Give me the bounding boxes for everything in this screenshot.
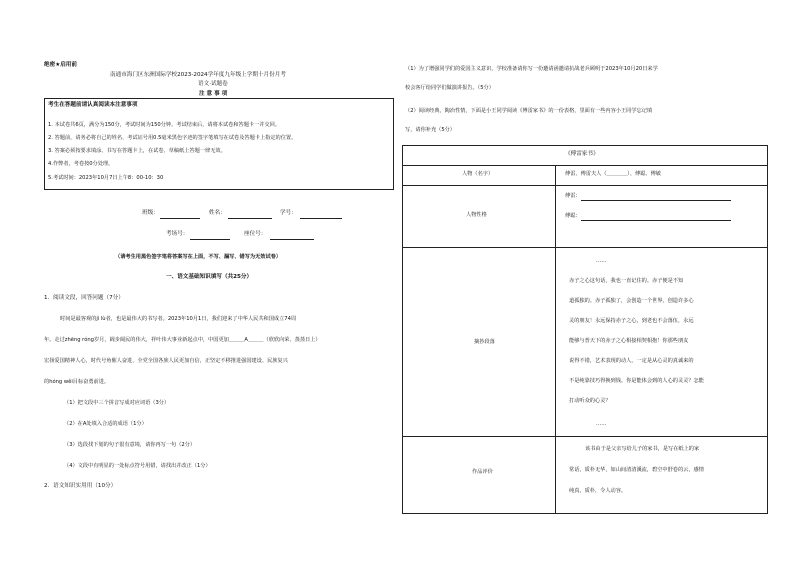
q1-sub-1: （1）把文段中三个拼音写成对应词语（3分） [64, 400, 170, 406]
table-column-rule [555, 165, 556, 514]
name-blank[interactable] [228, 218, 272, 219]
q1-stem: 1．阅读文段，回答问题（7分） [44, 295, 124, 301]
q1-para-line-2: 年。走过zhēng róng岁月，阔步阔民的伟大，祥叶伟大事业新起点中，中国更加＿＿＿A＿＿＿（欣欣向荣、蒸蒸日上） [44, 337, 321, 343]
row-review-label: 作品评价 [472, 469, 493, 475]
excerpt-line-4: 能够与普天下的赤子之心相接相契相抱！你那些朋友 [569, 338, 689, 344]
review-line-3: 纯真，质朴，令人动容。 [569, 488, 627, 494]
notice-item-2: 2. 答题前，请务必将自己的姓名、考试证号用0.5毫米黑色字迹的签字笔填写在试卷及答题卡上指定的位置。 [48, 135, 297, 141]
class-label: 班级： [142, 210, 159, 216]
q1-para-line-3: 宏扬爱国精神人心，时代号角催人奋进，全党全国各族人民更加自信，正坚定不移推进强国建设、民族复兴 [44, 358, 288, 364]
notice-item-1: 1. 本试卷共6页，满分为150分，考试时间为150分钟。考试结束后，请将本试卷和答题卡一并交回。 [48, 122, 281, 128]
excerpt-line-7: 打动听众的心灵？ [569, 398, 611, 404]
personality-fu-min-blank[interactable] [581, 220, 731, 221]
excerpt-line-5: 说得不错，艺术表现的动人，一定是从心灵的真诚来的 [569, 358, 694, 364]
right-p2-line-2: 写，请你补充（5分） [405, 127, 455, 133]
table-rule [402, 185, 768, 186]
notice-item-5: 5.考试时间：2023年10月7日上午8：00-10：30 [48, 175, 164, 181]
exam-room-blank[interactable] [190, 239, 230, 240]
notice-item-3: 3. 答案必须按要求填涂、书写在答题卡上，在试卷、草稿纸上答题一律无效。 [48, 148, 226, 154]
right-p1-line-2: 校会客厅给同学们做演讲报告。（5分） [405, 85, 494, 91]
table-rule [402, 165, 768, 166]
row-excerpt-label: 摘抄段落 [474, 339, 495, 345]
excerpt-line-3: 灵的朋友！永远保持赤子之心，到老也不会落伍，永远 [569, 318, 694, 324]
paper-subtitle: 语文·试题卷 [198, 81, 228, 87]
q1-para-line-1: 时间是最客观的jì lù者，也是最伟大的书写者。2023年10月1日，我们迎来了中华人民共和国成立74周 [60, 316, 297, 322]
personality-fu-min-label: 傅聪： [565, 213, 581, 219]
seat-label: 座位号： [244, 231, 267, 237]
review-line-1: 该书由于是父亲写给儿子的家书，是写在纸上的家 [585, 446, 700, 452]
notice-title: 注 意 事 项 [199, 91, 228, 97]
q1-sub-4: （4）文段中有明显的一处标点符号用错，请找出并改正（1分） [64, 463, 211, 469]
personality-fu-lei-label: 傅雷： [565, 193, 581, 199]
table-title: 《傅雷家书》 [565, 151, 599, 157]
notice-item-4: 4.作弊者，考卷按0分处理。 [48, 161, 114, 167]
class-blank[interactable] [160, 218, 200, 219]
q1-sub-3: （3）选段找下划的句子很有意境，请你再写一句（2分） [64, 442, 196, 448]
excerpt-line-2: 道孤独的。赤子孤独了，会创造一个世界，创造许多心 [569, 298, 694, 304]
review-line-2: 常话，质朴无华，如山间清清溪流，碧空中舒卷的云，感情 [569, 467, 704, 473]
notice-intro: 考生在答题前请认真阅读本注意事项 [48, 102, 138, 108]
row-characters-value: 傅雷、傅雷夫人（＿＿＿＿）、傅聪、傅敏 [565, 171, 661, 177]
secret-mark: 绝密★启用前 [44, 62, 77, 68]
section-one-title: 一、语文基础知识填写（共25分） [166, 274, 253, 280]
student-no-blank[interactable] [300, 218, 342, 219]
q2-stem: 2．语文知识实用用（10分） [44, 483, 117, 489]
excerpt-line-1: 赤子之心这句话，我也一直记住的。赤子便是不知 [569, 278, 684, 284]
right-p2-line-1: （2）阅读经典，陶冶性情，下面是小王同学阅读《傅雷家书》的一份表格，里面有一些内容小王同学忘记填 [405, 108, 653, 114]
excerpt-dots-top: …… [596, 258, 607, 264]
excerpt-line-6: 不是纯靠技巧得换到钱。你是能体会到的人心的灵灵？怎能 [569, 378, 704, 384]
table-rule [402, 247, 768, 248]
exam-room-label: 考场号： [166, 231, 189, 237]
row-personality-label: 人物性格 [466, 212, 487, 218]
right-p1-line-1: （1）为了增强同学们的爱国主义意识，学校准备请你写一份邀请函邀请抗战老兵顾明于2023年10月20日来学 [405, 66, 658, 72]
seat-blank[interactable] [270, 239, 314, 240]
table-rule [402, 436, 768, 437]
student-no-label: 学号： [280, 210, 297, 216]
q1-para-line-4: 的hóng wěi目标奋勇前进。 [44, 379, 110, 385]
answer-instruction: （请考生用黑色签字笔将答案写在上面，不写、漏写、错写为无效试卷） [115, 254, 282, 260]
excerpt-dots-bottom: …… [596, 421, 607, 427]
personality-fu-lei-blank[interactable] [581, 200, 731, 201]
row-characters-label: 人物（名字） [462, 171, 494, 177]
school-title: 南通市海门区东洲国际学校2023-2024学年度九年级上学期十月份月考 [110, 72, 286, 78]
name-label: 姓名： [209, 210, 226, 216]
q1-sub-2: （2）在A处填入合适的成语（1分） [64, 421, 147, 427]
